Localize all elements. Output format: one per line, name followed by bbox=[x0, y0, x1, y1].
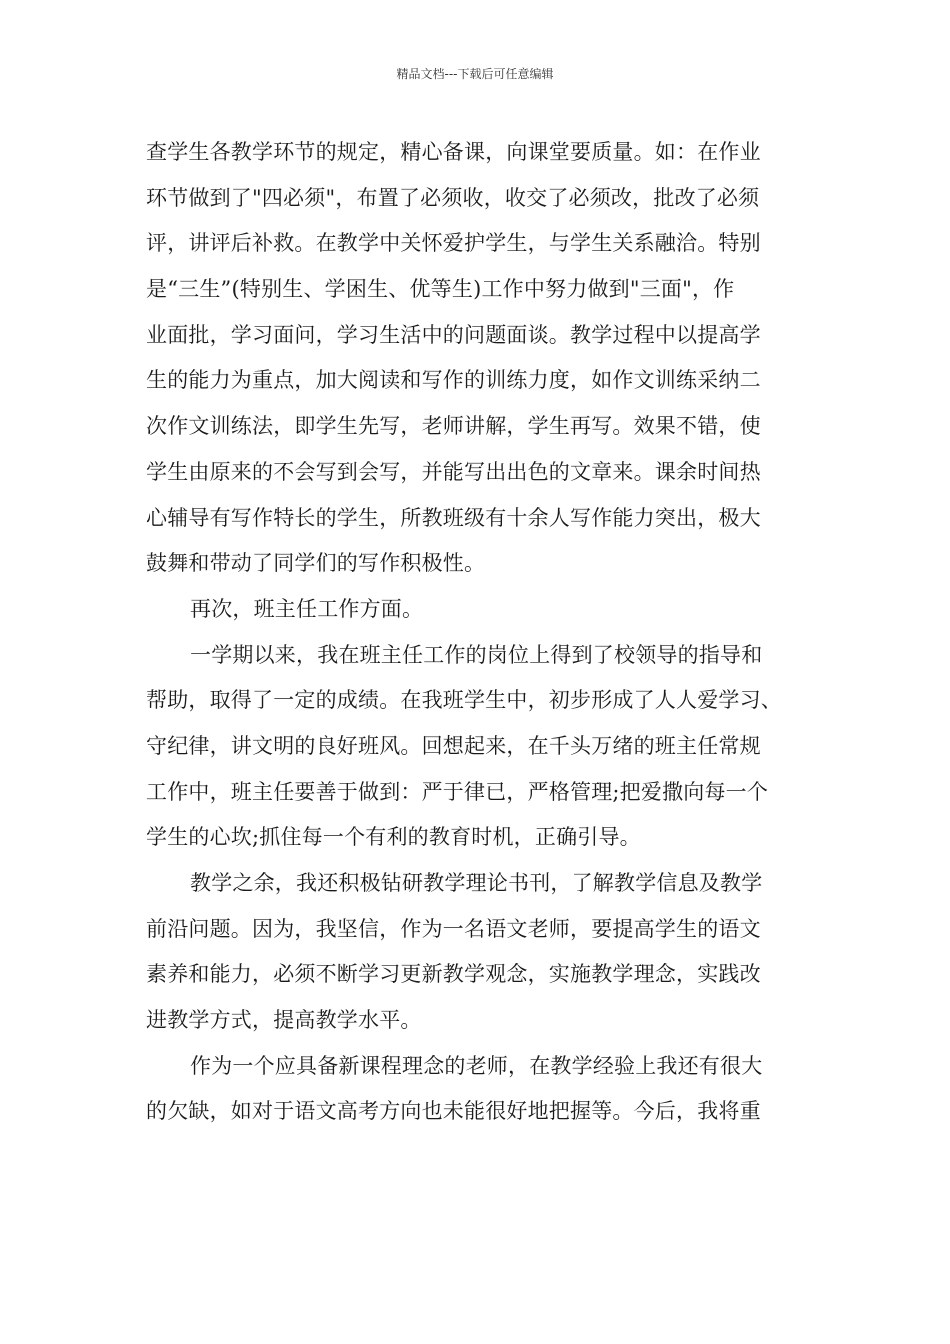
text-line: 次作文训练法，即学生先写，老师讲解，学生再写。效果不错，使 bbox=[146, 414, 761, 439]
text-line: 再次，班主任工作方面。 bbox=[190, 596, 424, 621]
page-header: 精品文档---下载后可任意编辑 bbox=[396, 67, 554, 81]
text-line: 作为一个应具备新课程理念的老师，在教学经验上我还有很大 bbox=[190, 1053, 763, 1078]
text-line: 查学生各教学环节的规定，精心备课，向课堂要质量。如：在作业 bbox=[146, 140, 761, 164]
text-line: 心辅导有写作特长的学生，所教班级有十余人写作能力突出，极大 bbox=[146, 505, 761, 530]
text-line: 鼓舞和带动了同学们的写作积极性。 bbox=[146, 551, 486, 576]
text-line: 一学期以来，我在班主任工作的岗位上得到了校领导的指导和 bbox=[190, 642, 763, 667]
paragraph-4 bbox=[146, 861, 814, 1044]
text-line: 学生的心坎;抓住每一个有利的教育时机，正确引导。 bbox=[146, 825, 641, 850]
text-line: 帮助，取得了一定的成绩。在我班学生中，初步形成了人人爱学习、 bbox=[146, 688, 782, 713]
text-line: 进教学方式，提高教学水平。 bbox=[146, 1008, 422, 1033]
paragraph-3 bbox=[146, 633, 814, 861]
text-line: 评，讲评后补救。在教学中关怀爱护学生，与学生关系融洽。特别 bbox=[146, 231, 761, 256]
text-line: 前沿问题。因为，我坚信，作为一名语文老师，要提高学生的语文 bbox=[146, 916, 761, 941]
text-line: 守纪律，讲文明的良好班风。回想起来，在千头万绪的班主任常规 bbox=[146, 733, 761, 758]
paragraph-5 bbox=[146, 1044, 814, 1135]
text-line: 工作中，班主任要善于做到：严于律已，严格管理;把爱撒向每一个 bbox=[146, 779, 769, 804]
text-line: 素养和能力，必须不断学习更新教学观念，实施教学理念，实践改 bbox=[146, 962, 761, 987]
text-line: 是“三生”(特别生、学困生、优等生)工作中努力做到"三面"，作 bbox=[146, 277, 735, 302]
text-line: 学生由原来的不会写到会写，并能写出出色的文章来。课余时间热 bbox=[146, 459, 761, 484]
paragraph-1 bbox=[146, 130, 814, 587]
text-line: 教学之余，我还积极钻研教学理论书刊，了解教学信息及教学 bbox=[190, 871, 763, 895]
text-line: 生的能力为重点，加大阅读和写作的训练力度，如作文训练采纳二 bbox=[146, 368, 761, 393]
text-line: 的欠缺，如对于语文高考方向也未能很好地把握等。今后，我将重 bbox=[146, 1099, 761, 1124]
paragraph-2 bbox=[146, 587, 814, 633]
text-line: 环节做到了"四必须"，布置了必须收，收交了必须改，批改了必须 bbox=[146, 185, 760, 210]
document-body bbox=[146, 130, 814, 1135]
text-line: 业面批，学习面问，学习生活中的问题面谈。教学过程中以提高学 bbox=[146, 322, 761, 347]
